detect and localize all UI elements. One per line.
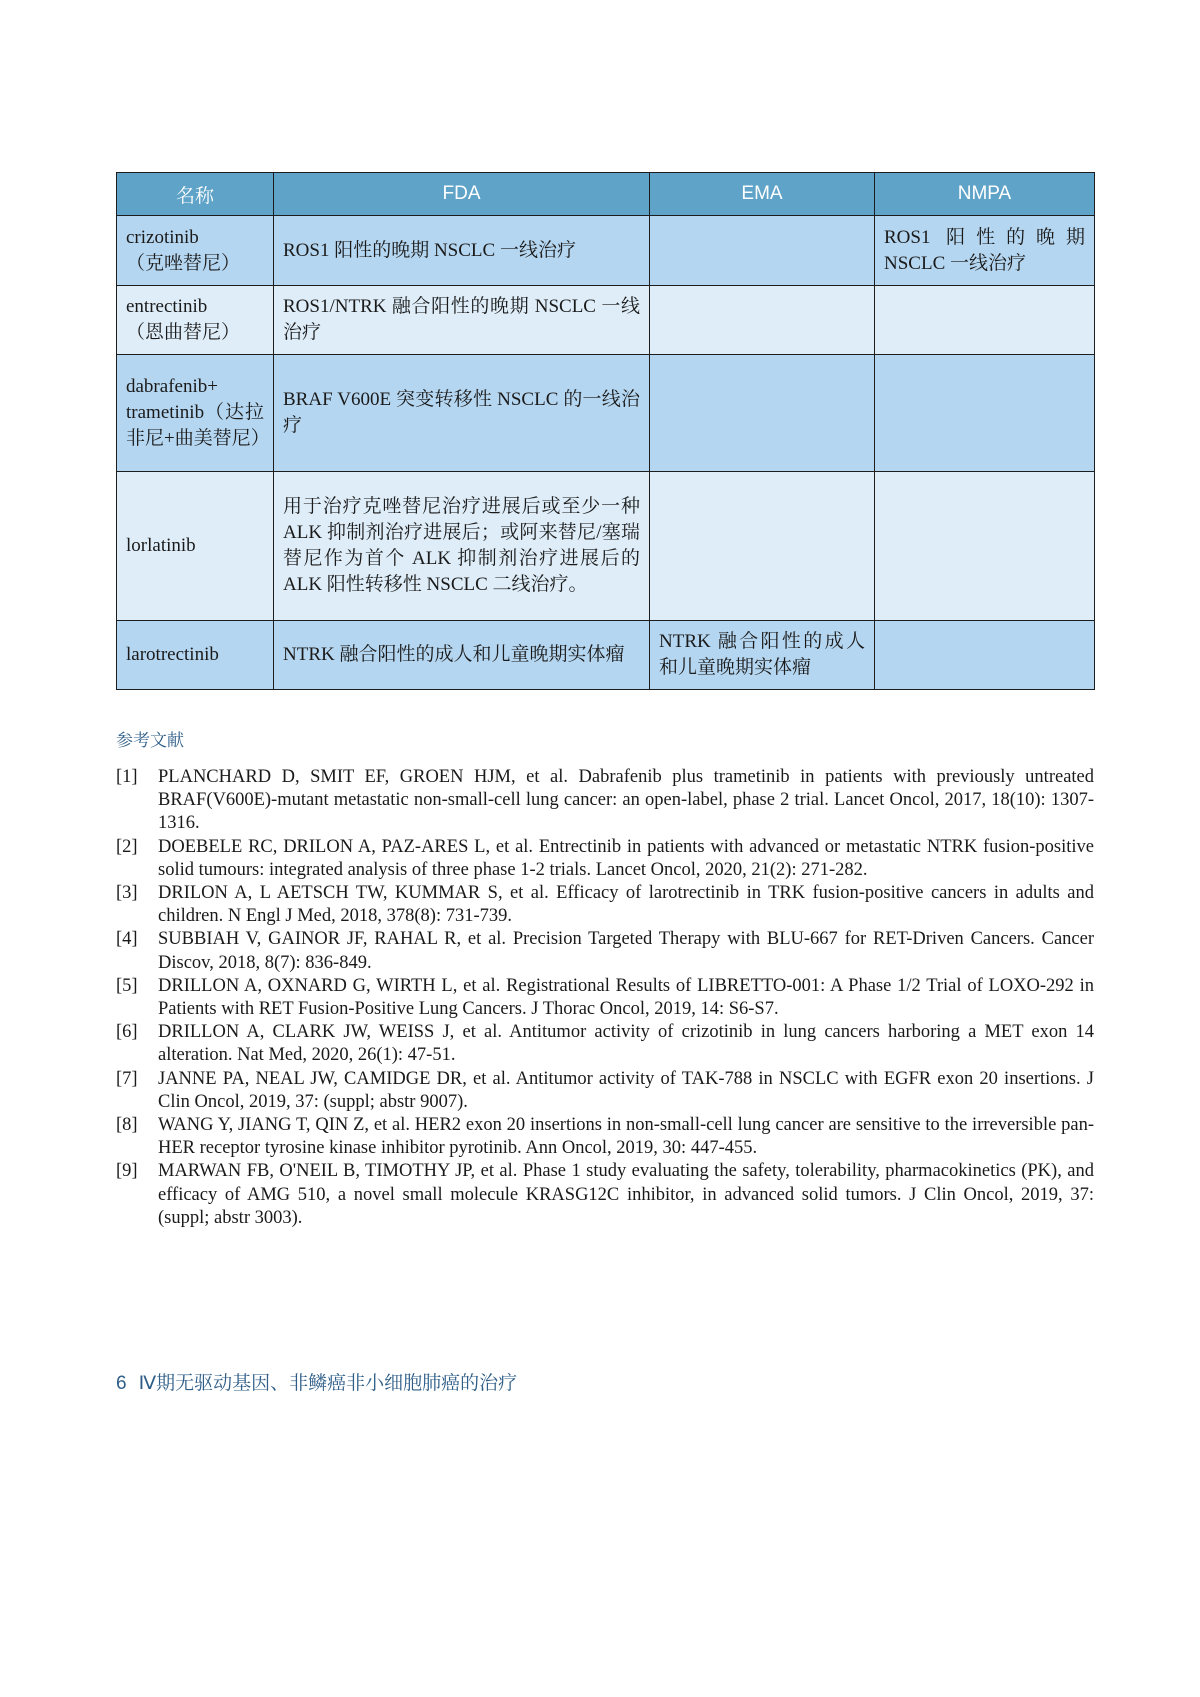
- reference-number: [9]: [116, 1161, 138, 1182]
- reference-text: JANNE PA, NEAL JW, CAMIDGE DR, et al. Antitumor activity of TAK-788 in NSCLC with EGFR exon 20 insertions. J Clin Oncol, 2019, 37: (suppl; abstr 9007).: [158, 1068, 1094, 1112]
- reference-list: [116, 766, 1094, 1230]
- reference-number: [2]: [116, 836, 138, 857]
- table-row: [117, 621, 1095, 690]
- table-row: [117, 472, 1095, 621]
- table-row: [117, 355, 1095, 472]
- fda-cell: 用于治疗克唑替尼治疗进展后或至少一种 ALK 抑制剂治疗进展后；或阿来替尼/塞瑞替尼作为首个 ALK 抑制剂治疗进展后的 ALK 阳性转移性 NSCLC 二线治疗。: [274, 472, 650, 621]
- table-header-row: [117, 173, 1095, 216]
- table-row: [117, 216, 1095, 286]
- reference-text: WANG Y, JIANG T, QIN Z, et al. HER2 exon 20 insertions in non-small-cell lung cancer are sensitive to the irreversible pan-HER receptor tyrosine kinase inhibitor pyrotinib. Ann Oncol, 2019, 30: 447-455.: [158, 1115, 1094, 1159]
- fda-cell: ROS1/NTRK 融合阳性的晚期 NSCLC 一线治疗: [274, 286, 650, 355]
- drug-name-cell: [117, 286, 274, 355]
- ema-cell: NTRK 融合阳性的成人和儿童晚期实体瘤: [650, 621, 875, 690]
- reference-text: DOEBELE RC, DRILON A, PAZ-ARES L, et al. Entrectinib in patients with advanced or metastatic NTRK fusion-positive solid tumours: integrated analysis of three phase 1-2 trials. Lancet Oncol, 2020, 21(2): 271-282.: [158, 836, 1094, 880]
- reference-item: [116, 928, 1094, 974]
- drug-name: larotrectinib: [126, 644, 219, 665]
- ema-cell: [650, 472, 875, 621]
- drug-name-cell: [117, 355, 274, 472]
- ema-cell: [650, 286, 875, 355]
- fda-cell: ROS1 阳性的晚期 NSCLC 一线治疗: [274, 216, 650, 286]
- header-nmpa: NMPA: [875, 173, 1095, 216]
- nmpa-cell: [875, 286, 1095, 355]
- drug-name: dabrafenib+ trametinib（达拉非尼+曲美替尼）: [126, 376, 270, 449]
- reference-number: [1]: [116, 767, 138, 787]
- reference-item: [116, 882, 1094, 928]
- fda-cell: NTRK 融合阳性的成人和儿童晚期实体瘤: [274, 621, 650, 690]
- reference-item: [116, 1160, 1094, 1230]
- drug-name: crizotinib （克唑替尼）: [126, 226, 241, 274]
- reference-text: DRILLON A, CLARK JW, WEISS J, et al. Antitumor activity of crizotinib in lung cancers harboring a MET exon 14 alteration. Nat Med, 2020, 26(1): 47-51.: [158, 1022, 1094, 1066]
- nmpa-cell: ROS1 阳性的晚期 NSCLC 一线治疗: [875, 216, 1095, 286]
- reference-item: [116, 1068, 1094, 1114]
- drug-name-cell: [117, 216, 274, 286]
- reference-number: [4]: [116, 929, 138, 950]
- reference-text: SUBBIAH V, GAINOR JF, RAHAL R, et al. Precision Targeted Therapy with BLU-667 for RET-Driven Cancers. Cancer Discov, 2018, 8(7): 836-849.: [158, 929, 1094, 973]
- page-number: 6: [116, 1373, 127, 1394]
- chapter-title: Ⅳ期无驱动基因、非鳞癌非小细胞肺癌的治疗: [138, 1373, 518, 1394]
- fda-cell: BRAF V600E 突变转移性 NSCLC 的一线治疗: [274, 355, 650, 472]
- reference-text: DRILLON A, OXNARD G, WIRTH L, et al. Registrational Results of LIBRETTO-001: A Phase 1/2 Trial of LOXO-292 in Patients with RET Fusion-Positive Lung Cancers. J Thorac Oncol, 2019, 14: S6-S7.: [158, 975, 1094, 1020]
- ema-cell: [650, 216, 875, 286]
- reference-item: [116, 1021, 1094, 1067]
- header-fda: FDA: [274, 173, 650, 216]
- ema-cell: [650, 355, 875, 472]
- reference-item: [116, 975, 1094, 1021]
- table-row: [117, 286, 1095, 355]
- drug-name: entrectinib （恩曲替尼）: [126, 296, 241, 343]
- reference-number: [6]: [116, 1022, 138, 1043]
- reference-text: PLANCHARD D, SMIT EF, GROEN HJM, et al. Dabrafenib plus trametinib in patients with previously untreated BRAF(V600E)-mutant metastatic non-small-cell lung cancer: an open-label, phase 2 trial. Lancet Oncol, 2017, 18(10): 1307-1316.: [158, 767, 1094, 834]
- reference-number: [3]: [116, 883, 138, 904]
- reference-item: [116, 836, 1094, 882]
- header-name: 名称: [117, 173, 274, 216]
- drug-name: lorlatinib: [126, 535, 196, 556]
- drug-approval-table: [116, 172, 1095, 690]
- drug-name-cell: [117, 472, 274, 621]
- nmpa-cell: [875, 355, 1095, 472]
- references-heading: 参考文献: [116, 731, 184, 751]
- reference-text: MARWAN FB, O'NEIL B, TIMOTHY JP, et al. Phase 1 study evaluating the safety, tolerability, pharmacokinetics (PK), and efficacy of AMG 510, a novel small molecule KRASG12C inhibitor, in advanced solid tumors. J Clin Oncol, 2019, 37: (suppl; abstr 3003).: [158, 1161, 1094, 1228]
- page-footer: [116, 1368, 517, 1395]
- drug-name-cell: [117, 621, 274, 690]
- reference-number: [5]: [116, 975, 138, 996]
- nmpa-cell: [875, 472, 1095, 621]
- header-ema: EMA: [650, 173, 875, 216]
- reference-number: [8]: [116, 1115, 138, 1136]
- reference-item: [116, 1114, 1094, 1160]
- reference-number: [7]: [116, 1068, 138, 1089]
- reference-item: [116, 766, 1094, 836]
- nmpa-cell: [875, 621, 1095, 690]
- reference-text: DRILON A, L AETSCH TW, KUMMAR S, et al. Efficacy of larotrectinib in TRK fusion-positive cancers in adults and children. N Engl J Med, 2018, 378(8): 731-739.: [158, 883, 1094, 927]
